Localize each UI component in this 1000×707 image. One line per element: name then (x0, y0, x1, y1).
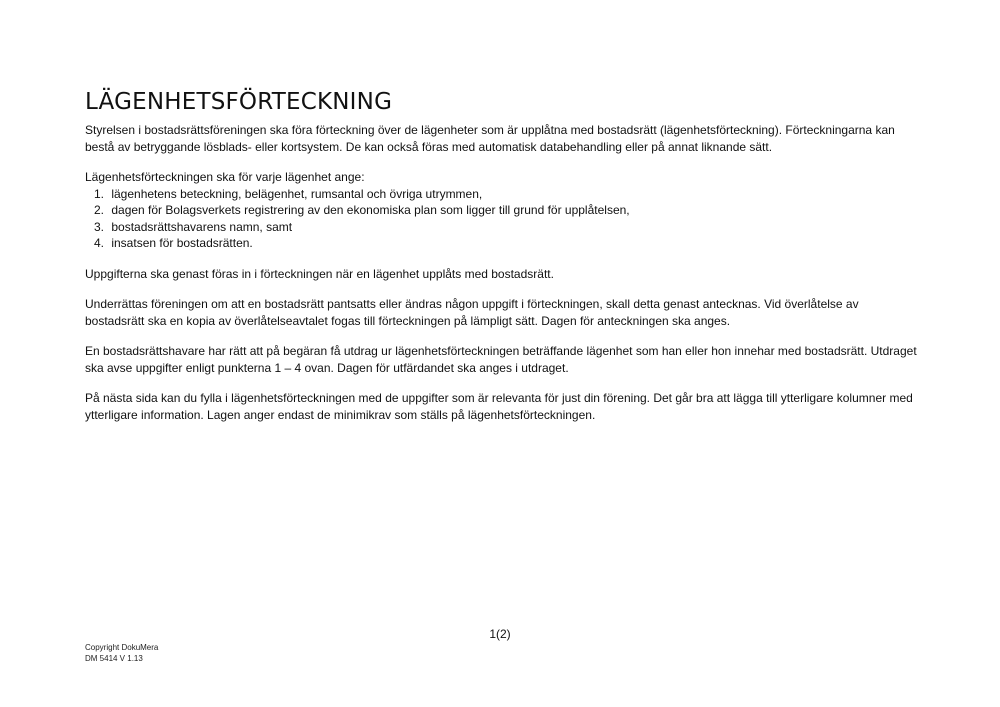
list-item (94, 186, 920, 203)
requirements-list (85, 186, 920, 252)
list-item-number: 4. (94, 236, 105, 250)
list-item-number: 3. (94, 219, 105, 234)
list-item-text: insatsen för bostadsrätten. (111, 236, 253, 250)
list-item-text: lägenhetens beteckning, belägenhet, rumsantal och övriga utrymmen, (111, 186, 483, 201)
pledge-paragraph: Underrättas föreningen om att en bostadsrätt pantsatts eller ändras någon uppgift i förteckningen, skall detta genast antecknas. Vid överlåtelse av bostadsrätt ska en kopia av överlåtelseavtalet fogas till förteckningen på lämpligt sätt. Dagen för anteckningen ska anges. (85, 297, 859, 328)
extract-paragraph: En bostadsrättshavare har rätt att på begäran få utdrag ur lägenhetsförteckningen beträffande lägenhet som han eller hon innehar med bostadsrätt. Utdraget ska avse uppgifter enligt punkterna 1 – 4 ovan. Dagen för utfärdandet ska anges i utdraget. (85, 344, 917, 375)
document-footer (85, 643, 158, 664)
list-item-number: 1. (94, 186, 105, 201)
copyright-text: Copyright DokuMera (85, 643, 159, 652)
page-title: LÄGENHETSFÖRTECKNING (85, 89, 393, 115)
list-item (94, 202, 920, 219)
list-item (94, 235, 920, 252)
document-body (85, 88, 920, 437)
list-item (94, 219, 920, 236)
next-page-paragraph: På nästa sida kan du fylla i lägenhetsförteckningen med de uppgifter som är relevanta för just din förening. Det går bra att lägga till ytterligare kolumner med ytterligare information. Lagen anger endast de minimikrav som ställs på lägenhetsförteckningen. (85, 391, 913, 422)
list-intro: Lägenhetsförteckningen ska för varje lägenhet ange: (85, 170, 365, 184)
registration-paragraph: Uppgifterna ska genast föras in i förteckningen när en lägenhet upplåts med bostadsrätt. (85, 266, 554, 281)
document-id: DM 5414 V 1.13 (85, 653, 143, 663)
intro-paragraph: Styrelsen i bostadsrättsföreningen ska föra förteckning över de lägenheter som är upplåtna med bostadsrätt (lägenhetsförteckning). Förteckningarna kan bestå av betryggande lösblads- eller kortsystem. De kan också föras med automatisk databehandling eller på annat liknande sätt. (85, 123, 895, 154)
page-number: 1(2) (489, 627, 511, 641)
list-item-text: bostadsrättshavarens namn, samt (111, 219, 293, 234)
list-item-text: dagen för Bolagsverkets registrering av den ekonomiska plan som ligger till grund för upplåtelsen, (111, 203, 630, 217)
list-item-number: 2. (94, 203, 105, 217)
